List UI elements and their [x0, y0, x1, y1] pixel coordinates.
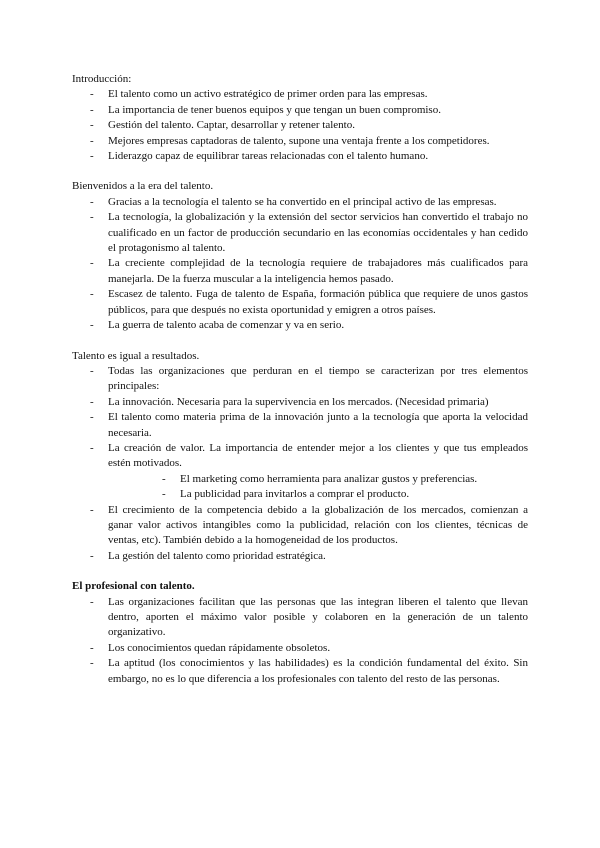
bullet-list-resultados [72, 364, 528, 564]
list-item: - El talento como un activo estratégico de primer orden para las empresas. [72, 87, 528, 102]
list-item [72, 441, 528, 503]
document-page [72, 72, 528, 702]
bullet-list-era-del-talento [72, 195, 528, 334]
list-item: - La tecnología, la globalización y la extensión del sector servicios han convertido el trabajo no cualificado en un factor de producción secundario en las economías occidentales y han cedido el protagonismo al talento. [72, 210, 528, 256]
list-item-text: La creación de valor. La importancia de entender mejor a los clientes y que tus empleados estén motivados. [108, 441, 528, 470]
bullet-list-profesional [72, 595, 528, 687]
list-item: - La innovación. Necesaria para la supervivencia en los mercados. (Necesidad primaria) [72, 395, 528, 410]
list-item: - La importancia de tener buenos equipos y que tengan un buen compromiso. [72, 103, 528, 118]
list-item: - La aptitud (los conocimientos y las habilidades) es la condición fundamental del éxito. Sin embargo, no es lo que diferencia a los profesionales con talento del resto de las personas. [72, 656, 528, 687]
section-title-introduccion: Introducción: [72, 73, 132, 85]
list-item: - Gestión del talento. Captar, desarrollar y retener talento. [72, 118, 528, 133]
section-title-era-del-talento: Bienvenidos a la era del talento. [72, 180, 214, 193]
list-item: - Todas las organizaciones que perduran en el tiempo se caracterizan por tres elementos principales: [72, 364, 528, 395]
list-item: - La guerra de talento acaba de comenzar y va en serio. [72, 318, 528, 333]
sub-list-item: - La publicidad para invitarlos a comprar el producto. [108, 487, 528, 502]
list-item: - La creciente complejidad de la tecnología requiere de trabajadores más cualificados para manejarla. De la fuerza muscular a la inteligencia hemos pasado. [72, 256, 528, 287]
list-item: - El crecimiento de la competencia debido a la globalización de los mercados, comienzan a ganar valor activos intangibles como la publicidad, relación con los clientes, técnicas de ventas, etc). También debido a la homogeneidad de los productos. [72, 503, 528, 549]
list-item: - Escasez de talento. Fuga de talento de España, formación pública que requiere de unos gastos públicos, para que después no exista oportunidad y emigren a otros países. [72, 287, 528, 318]
list-item: - Los conocimientos quedan rápidamente obsoletos. [72, 641, 528, 656]
section-title-profesional: El profesional con talento. [72, 580, 195, 593]
list-item: - Mejores empresas captadoras de talento, supone una ventaja frente a los competidores. [72, 134, 528, 149]
list-item: - Liderazgo capaz de equilibrar tareas relacionadas con el talento humano. [72, 149, 528, 164]
list-item: - La gestión del talento como prioridad estratégica. [72, 549, 528, 564]
sub-list-item: - El marketing como herramienta para analizar gustos y preferencias. [108, 472, 528, 487]
list-item: - Las organizaciones facilitan que las personas que las integran liberen el talento que llevan dentro, aporten el máximo valor posible y colaboren en la generación de un talento organizativo. [72, 595, 528, 641]
bullet-list-introduccion [72, 87, 528, 164]
list-item: - El talento como materia prima de la innovación junto a la tecnología que aporta la velocidad necesaria. [72, 410, 528, 441]
list-item: - Gracias a la tecnología el talento se ha convertido en el principal activo de las empresas. [72, 195, 528, 210]
sub-bullet-list [108, 472, 528, 503]
section-title-resultados: Talento es igual a resultados. [72, 349, 200, 362]
